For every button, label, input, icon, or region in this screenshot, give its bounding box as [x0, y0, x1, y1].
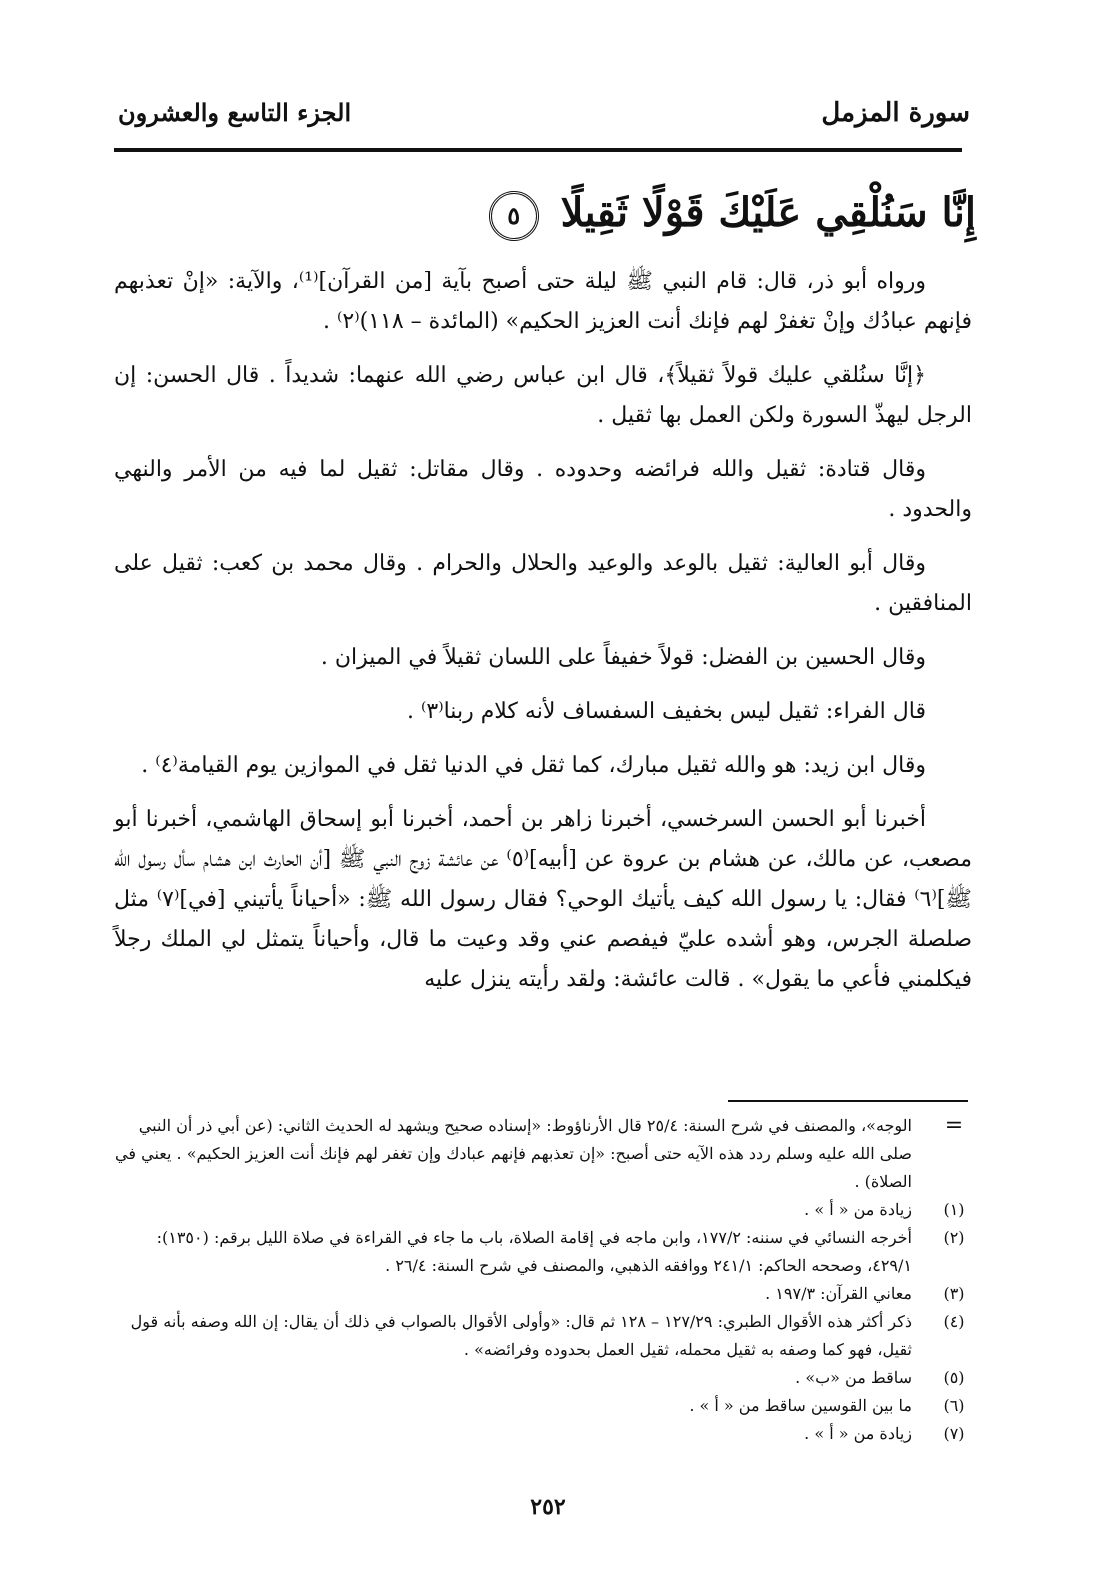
footnote-3	[114, 1280, 974, 1308]
footnote-1	[114, 1196, 974, 1224]
footnote-text: ذكر أكثر هذه الأقوال الطبري: ١٢٧/٢٩ – ١٢٨ ثم قال: «وأولى الأقوال بالصواب في ذلك أن يقال: إن الله وصفه بأنه قول ثقيل، فهو كما وصفه به ثقيل محمله، ثقيل العمل بحدوده وفرائضه» .	[130, 1312, 912, 1359]
footnote-2	[114, 1224, 974, 1280]
footnote-text: ساقط من «ب» .	[795, 1368, 912, 1387]
footnote-6	[114, 1392, 974, 1420]
footnote-text: الوجه»، والمصنف في شرح السنة: ٢٥/٤ قال الأرناؤوط: «إسناده صحيح ويشهد له الحديث الثاني: (عن أبي ذر أن النبي صلى الله عليه وسلم ردد هذه الآيه حتى أصبح: «إن تعذبهم فإنهم عبادك وإن تغفر لهم فإنك أنت العزيز الحكيم» . يعني في الصلاة) .	[115, 1116, 912, 1191]
footnote-text: أخرجه النسائي في سننه: ١٧٧/٢، وابن ماجه في إقامة الصلاة، باب ما جاء في القراءة في صلاة الليل برقم: (١٣٥٠): ٤٢٩/١، وصححه الحاكم: ٢٤١/١ ووافقه الذهبي، والمصنف في شرح السنة: ٢٦/٤ .	[156, 1228, 912, 1275]
paragraph-1: ورواه أبو ذر، قال: قام النبي ﷺ ليلة حتى أصبح بآية [من القرآن]⁽¹⁾، والآية: «إنْ تعذبهم فإنهم عبادُك وإنْ تغفرْ لهم فإنك أنت العزيز الحكيم» (المائدة – ١١٨)⁽٢⁾ .	[114, 269, 972, 334]
footnote-marker: (٥)	[943, 1368, 965, 1387]
paragraph-6: قال الفراء: ثقيل ليس بخفيف السفساف لأنه كلام ربنا⁽٣⁾ .	[406, 699, 926, 724]
running-header	[118, 96, 970, 140]
footnote-marker: (٣)	[943, 1284, 965, 1303]
footnote-marker: =	[944, 1113, 964, 1138]
paragraph-4: وقال أبو العالية: ثقيل بالوعد والوعيد والحلال والحرام . وقال محمد بن كعب: ثقيل على المنافقين .	[114, 551, 972, 616]
commentary-text	[114, 262, 972, 1014]
footnote-marker: (٢)	[943, 1228, 965, 1247]
quran-verse	[276, 178, 976, 248]
footnote-divider	[728, 1100, 968, 1102]
paragraph-2: ﴿إنَّا سنُلقي عليك قولاً ثقيلاً﴾، قال ابن عباس رضي الله عنهما: شديداً . قال الحسن: إن الرجل ليهذّ السورة ولكن العمل بها ثقيل .	[114, 363, 972, 428]
juz-title: الجزء التاسع والعشرون	[118, 98, 352, 127]
verse-text: إِنَّا سَنُلْقِي عَلَيْكَ قَوْلًا ثَقِيلًا	[560, 189, 976, 236]
header-divider	[114, 148, 962, 152]
footnote-text: زيادة من « أ » .	[804, 1424, 912, 1443]
footnote-5	[114, 1364, 974, 1392]
footnotes	[114, 1112, 974, 1448]
footnote-marker: (٤)	[943, 1312, 965, 1331]
page-number: ٢٥٢	[530, 1494, 566, 1520]
footnote-marker: (١)	[943, 1200, 965, 1219]
ayah-number-marker: ٥	[489, 191, 539, 241]
surah-title: سورة المزمل	[821, 98, 970, 128]
footnote-marker: (٧)	[943, 1424, 965, 1443]
paragraph-8: أخبرنا أبو الحسن السرخسي، أخبرنا زاهر بن أحمد، أخبرنا أبو إسحاق الهاشمي، أخبرنا أبو مصعب، عن مالك، عن هشام بن عروة عن [أبيه]⁽٥⁾ عن عائشة زوج النبي ﷺ [أن الحارث ابن هشام سأل رسول الله ﷺ]⁽٦⁾ فقال: يا رسول الله كيف يأتيك الوحي؟ فقال رسول الله ﷺ: «أحياناً يأتيني [في]⁽٧⁾ مثل صلصلة الجرس، وهو أشده عليّ فيفصم عني وقد وعيت ما قال، وأحياناً يتمثل لي الملك رجلاً فيكلمني فأعي ما يقول» . قالت عائشة: ولقد رأيته ينزل عليه	[114, 807, 973, 992]
paragraph-7: وقال ابن زيد: هو والله ثقيل مبارك، كما ثقل في الدنيا ثقل في الموازين يوم القيامة⁽٤⁾ .	[141, 753, 926, 778]
footnote-marker: (٦)	[943, 1396, 965, 1415]
footnote-text: زيادة من « أ » .	[804, 1200, 912, 1219]
footnote-7	[114, 1420, 974, 1448]
paragraph-3: وقال قتادة: ثقيل والله فرائضه وحدوده . وقال مقاتل: ثقيل لما فيه من الأمر والنهي والحدود .	[114, 457, 972, 522]
paragraph-5: وقال الحسين بن الفضل: قولاً خفيفاً على اللسان ثقيلاً في الميزان .	[320, 645, 926, 670]
footnote-continued	[114, 1112, 974, 1196]
footnote-4	[114, 1308, 974, 1364]
footnote-text: ما بين القوسين ساقط من « أ » .	[689, 1396, 912, 1415]
footnote-text: معاني القرآن: ١٩٧/٣ .	[765, 1284, 912, 1303]
